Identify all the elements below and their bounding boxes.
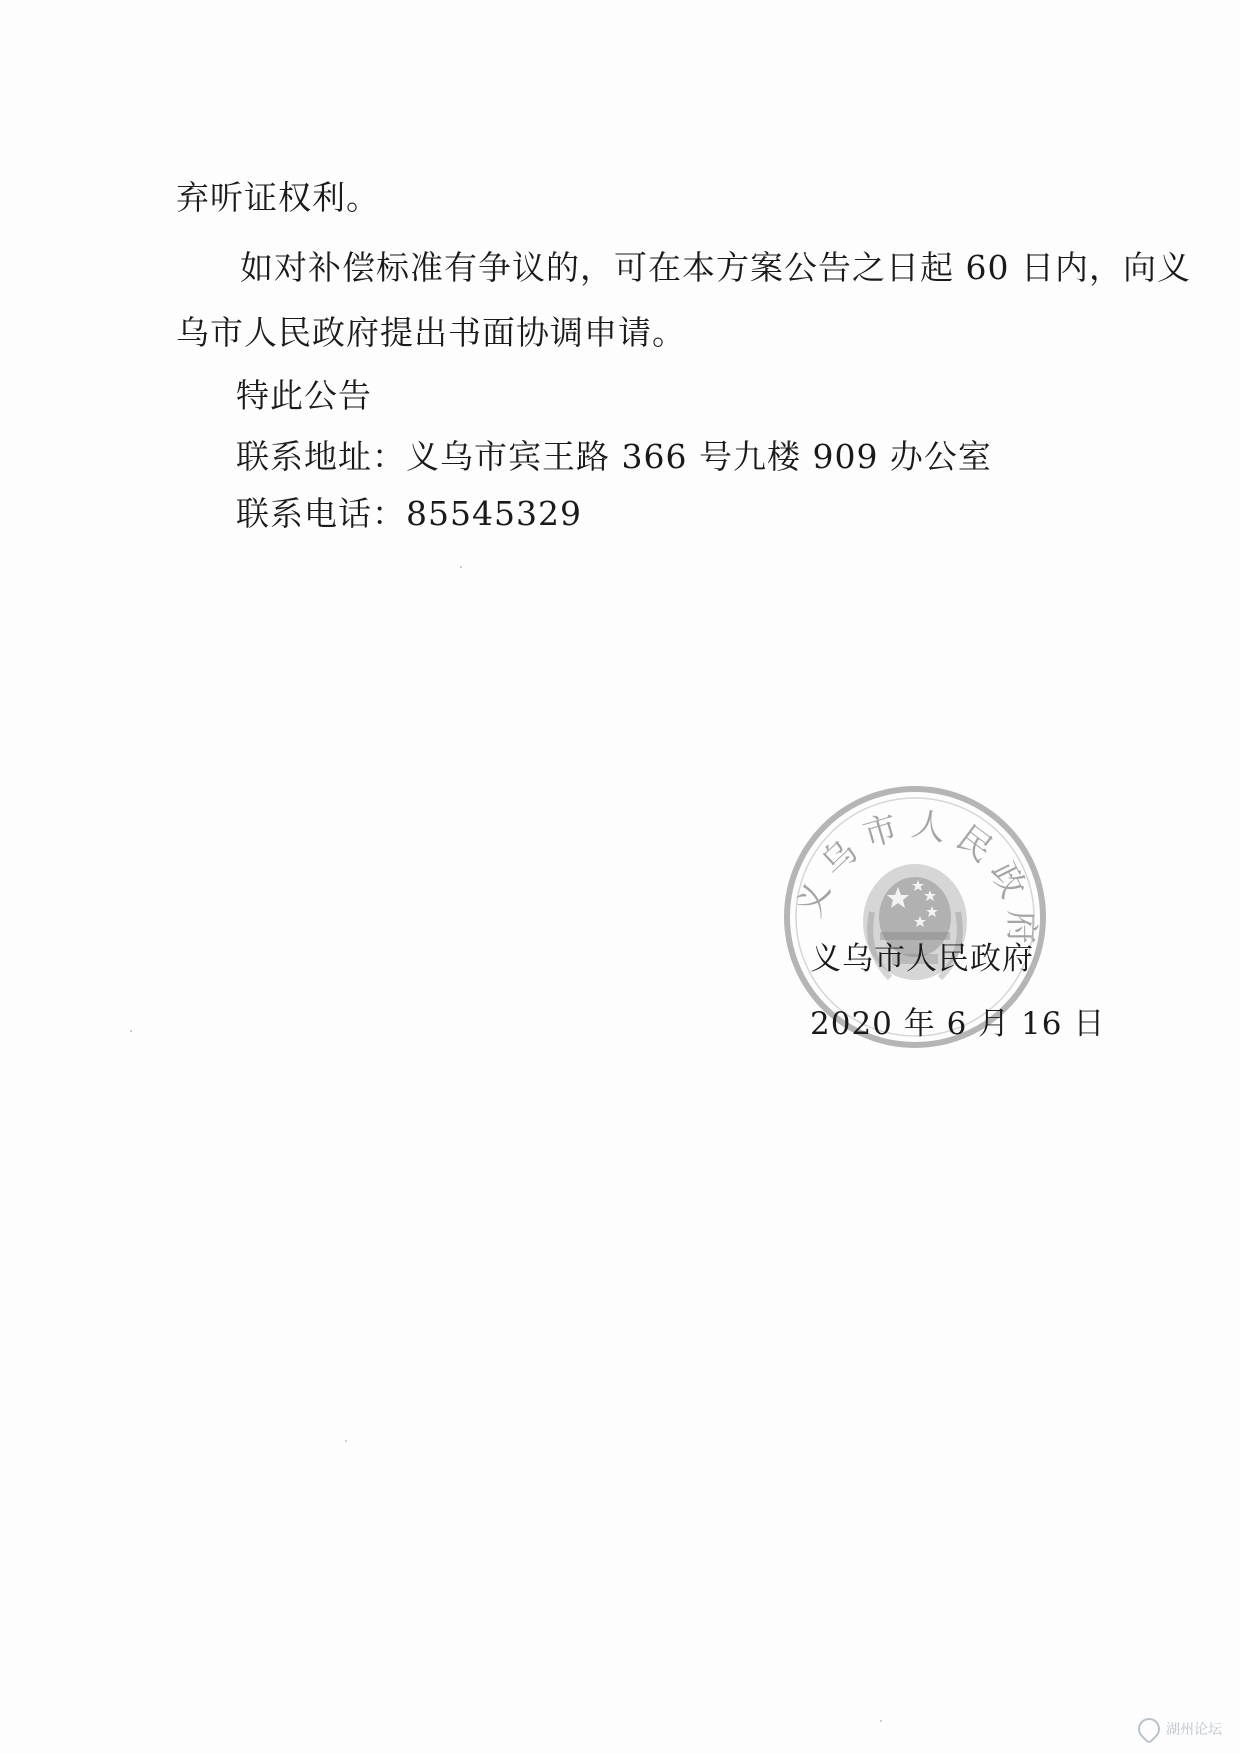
paragraph-line-2: 如对补偿标准有争议的，可在本方案公告之日起 60 日内，向义 [240, 248, 1191, 287]
notice-closing: 特此公告 [236, 376, 372, 415]
scan-speck [130, 1030, 132, 1032]
issue-date: 2020 年 6 月 16 日 [810, 1006, 1106, 1042]
contact-address: 联系地址：义乌市宾王路 366 号九楼 909 办公室 [236, 437, 992, 476]
contact-phone: 联系电话：85545329 [236, 494, 582, 533]
watermark-text: 湖州论坛 [1166, 1722, 1222, 1738]
location-pin-icon [1133, 1713, 1164, 1744]
scan-speck [880, 1720, 882, 1722]
svg-text:义乌市人民政府: 义乌市人民政府 [789, 804, 1042, 954]
scan-speck [345, 1440, 347, 1442]
paragraph-line-1: 弃听证权利。 [176, 178, 380, 217]
issuer-name: 义乌市人民政府 [810, 941, 1034, 977]
paragraph-line-3: 乌市人民政府提出书面协调申请。 [176, 313, 686, 352]
site-watermark [1138, 1718, 1222, 1740]
scan-speck [460, 566, 462, 568]
